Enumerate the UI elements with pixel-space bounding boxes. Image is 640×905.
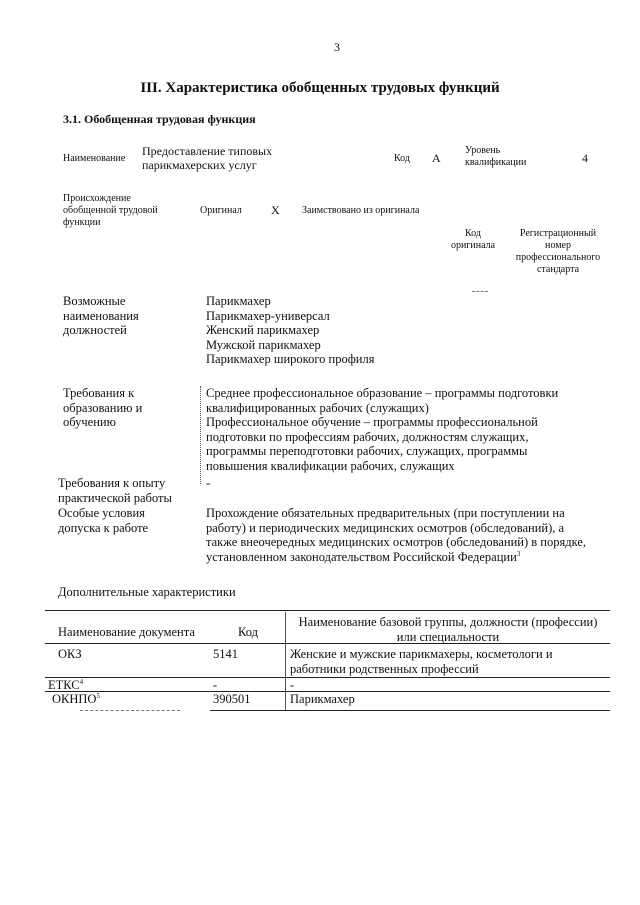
- header-name-line: Наименование базовой группы, должности (профессии): [298, 615, 598, 629]
- position-item: Женский парикмахер: [206, 323, 320, 338]
- row-name: [290, 647, 553, 676]
- education-line: подготовки по профессиям рабочих, должностям служащих,: [206, 429, 529, 444]
- header-code: Код: [238, 625, 258, 639]
- position-item: Парикмахер широкого профиля: [206, 352, 375, 367]
- level-value: 4: [582, 151, 588, 165]
- code-value: А: [432, 151, 441, 165]
- row-rule: [45, 677, 610, 678]
- column-divider: [200, 386, 201, 484]
- row-doc: ЕТКС$^4$: [48, 677, 84, 692]
- position-item: Парикмахер: [206, 294, 271, 308]
- education-text: [206, 386, 558, 474]
- education-line: повышения квалификации рабочих, служащих: [206, 458, 455, 473]
- position-item: Мужской парикмахер: [206, 337, 321, 352]
- education-line: Профессиональное обучение – программы профессиональной: [206, 415, 538, 430]
- row-bottom-rule: [80, 710, 180, 711]
- function-name-line: Предоставление типовых: [142, 144, 273, 158]
- footnote-ref: 4: [79, 677, 84, 686]
- reg-number-line: Регистрационный: [519, 228, 597, 239]
- level-label-line: Уровень: [465, 145, 501, 156]
- special-line: также внеочередных медицинских осмотров (обследований) в порядке,: [206, 535, 587, 550]
- reg-number-line: профессионального: [515, 252, 601, 263]
- special-text: [206, 506, 586, 564]
- row-code: 390501: [213, 692, 251, 706]
- additional-heading: Дополнительные характеристики: [58, 585, 236, 599]
- row-name-line: Женские и мужские парикмахеры, косметологи и: [290, 647, 553, 661]
- special-label-line: допуска к работе: [58, 520, 149, 535]
- origin-label: [63, 193, 158, 229]
- reg-number-line: номер: [545, 240, 571, 251]
- row-name-line: работники родственных профессий: [290, 661, 479, 676]
- function-name-line: парикмахерских услуг: [142, 158, 257, 172]
- code-original-line: оригинала: [450, 240, 496, 251]
- row-code: 5141: [213, 647, 238, 661]
- education-label: [63, 386, 142, 430]
- original-mark: Х: [271, 203, 280, 217]
- positions-label-line: должностей: [63, 323, 127, 338]
- positions-label-line: наименования: [63, 308, 139, 323]
- level-label-line: квалификации: [465, 157, 527, 168]
- header-rule: [45, 643, 610, 644]
- experience-value: -: [206, 476, 211, 490]
- experience-label-line: Требования к опыту: [58, 476, 166, 490]
- header-doc: Наименование документа: [58, 625, 195, 639]
- special-line: установленном законодательством Российской Федерации: [206, 549, 517, 564]
- education-line: квалифицированных рабочих (служащих): [206, 400, 429, 415]
- education-label-line: обучению: [63, 415, 116, 430]
- footnote-ref: 5: [96, 691, 100, 700]
- positions-label-line: Возможные: [63, 294, 126, 308]
- footnote-ref: 3: [516, 549, 521, 558]
- education-label-line: Требования к: [63, 386, 135, 400]
- special-label-line: Особые условия: [58, 506, 145, 520]
- education-line: программы переподготовки рабочих, служащих, программы: [206, 444, 528, 459]
- code-original-label: [440, 228, 506, 252]
- header-name: [290, 615, 606, 644]
- experience-label-line: практической работы: [58, 490, 172, 505]
- special-line: работу) и периодических медицинских осмотров (обследований), а: [206, 520, 565, 535]
- reg-number-line: стандарта: [536, 264, 580, 275]
- origin-label-line: функции: [63, 217, 101, 228]
- row-name: Парикмахер: [290, 692, 355, 706]
- level-label: [465, 145, 526, 169]
- row-code: -: [213, 678, 218, 692]
- special-label: [58, 506, 148, 535]
- row-bottom-rule: [210, 710, 610, 711]
- table-column-divider: [285, 612, 286, 710]
- original-label: Оригинал: [200, 205, 242, 216]
- section-heading: 3.1. Обобщенная трудовая функция: [63, 112, 256, 126]
- scan-mark: [472, 291, 488, 292]
- row-doc: ОКНПО$^5$: [52, 691, 100, 706]
- page-number: 3: [334, 40, 340, 54]
- code-label: Код: [394, 153, 410, 164]
- name-label: Наименование: [63, 153, 126, 164]
- origin-label-line: обобщенной трудовой: [63, 205, 158, 216]
- origin-label-line: Происхождение: [63, 193, 131, 204]
- function-name: [142, 144, 272, 172]
- page-title: III. Характеристика обобщенных трудовых функций: [140, 80, 500, 96]
- code-original-line: Код: [465, 228, 481, 239]
- positions-label: [63, 294, 139, 338]
- experience-label: [58, 476, 172, 505]
- special-line: Прохождение обязательных предварительных (при поступлении на: [206, 506, 565, 520]
- education-label-line: образованию и: [63, 400, 143, 415]
- borrowed-label: Заимствовано из оригинала: [302, 205, 420, 216]
- education-line: Среднее профессиональное образование – программы подготовки: [206, 386, 559, 400]
- positions-list: [206, 294, 374, 367]
- position-item: Парикмахер-универсал: [206, 308, 330, 323]
- row-name: -: [290, 678, 295, 692]
- reg-number-label: [505, 228, 611, 276]
- row-doc: ОКЗ: [58, 647, 82, 661]
- header-name-line: или специальности: [396, 629, 500, 644]
- table-top-rule: [45, 610, 610, 611]
